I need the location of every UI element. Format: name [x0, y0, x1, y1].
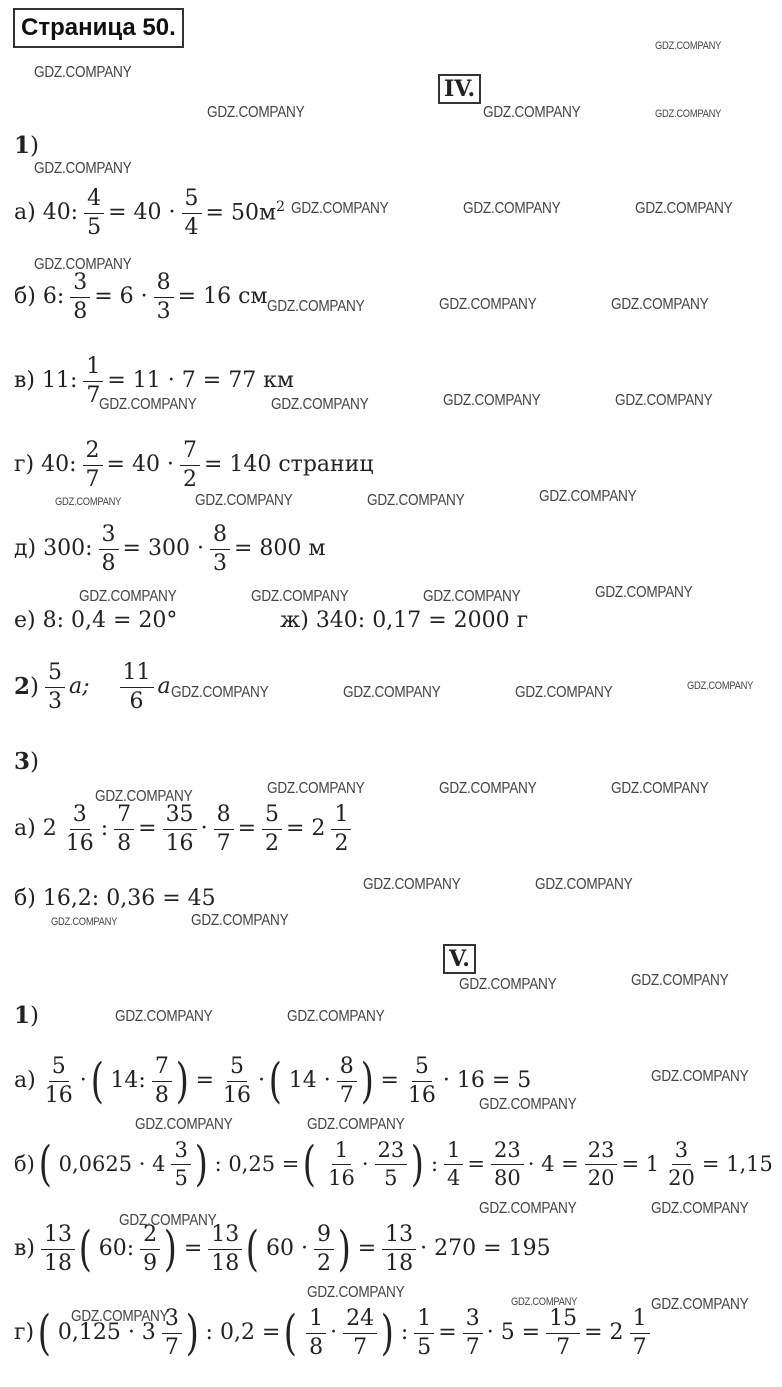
watermark: GDZ.COMPANY: [287, 1008, 385, 1025]
watermark: GDZ.COMPANY: [291, 200, 389, 217]
watermark: GDZ.COMPANY: [251, 588, 349, 605]
watermark: GDZ.COMPANY: [635, 200, 733, 217]
task-v-1-number: 1): [14, 1002, 39, 1029]
task-v-1d: г) ( 0,125 · 3 $\frac{3}{7}$ ) : 0,2 = ( $\frac{1}{8}$ · $\frac{24}{7}$ ) : $\frac{1}{5}$ = $\frac{3}{7}$ · 5 = $\frac{15}{7}$ = 2 $\frac{1}{7}$: [14, 1306, 654, 1359]
watermark: GDZ.COMPANY: [611, 780, 709, 797]
watermark: GDZ.COMPANY: [171, 684, 269, 701]
watermark: GDZ.COMPANY: [439, 296, 537, 313]
watermark: GDZ.COMPANY: [99, 396, 197, 413]
watermark: GDZ.COMPANY: [651, 1068, 749, 1085]
task-v-1c: в) $\frac{13}{18}$ ( 60: $\frac{2}{9}$ ) = $\frac{13}{18}$ ( 60 · $\frac{9}{2}$ ) = $\frac{13}{18}$ · 270 = 195: [14, 1220, 551, 1277]
watermark: GDZ.COMPANY: [511, 1296, 578, 1308]
watermark: GDZ.COMPANY: [119, 1212, 217, 1229]
watermark: GDZ.COMPANY: [343, 684, 441, 701]
task-iv-1a: а) 40: $\frac{4}{5}$ = 40 · $\frac{5}{4}$ = $50м^2$: [14, 186, 285, 240]
watermark: GDZ.COMPANY: [307, 1116, 405, 1133]
task-iv-3-number: 3): [14, 748, 39, 775]
watermark: GDZ.COMPANY: [687, 680, 754, 692]
watermark: GDZ.COMPANY: [443, 392, 541, 409]
watermark: GDZ.COMPANY: [135, 1116, 233, 1133]
task-iv-1c: в) 11: $\frac{1}{7}$ = 11 · 7 = 77 км: [14, 354, 295, 408]
task-iv-1b: б) 6: $\frac{3}{8}$ = 6 · $\frac{8}{3}$ = 16 см: [14, 270, 268, 324]
watermark: GDZ.COMPANY: [207, 104, 305, 121]
task-iv-3b: б) 16,2: 0,36 = 45: [14, 886, 216, 911]
watermark: GDZ.COMPANY: [655, 40, 722, 52]
watermark: GDZ.COMPANY: [539, 488, 637, 505]
watermark: GDZ.COMPANY: [115, 1008, 213, 1025]
watermark: GDZ.COMPANY: [479, 1096, 577, 1113]
watermark: GDZ.COMPANY: [51, 916, 118, 928]
watermark: GDZ.COMPANY: [439, 780, 537, 797]
watermark: GDZ.COMPANY: [71, 1308, 169, 1325]
watermark: GDZ.COMPANY: [483, 104, 581, 121]
watermark: GDZ.COMPANY: [367, 492, 465, 509]
watermark: GDZ.COMPANY: [595, 584, 693, 601]
watermark: GDZ.COMPANY: [55, 496, 122, 508]
fraction: $\frac{4}{5}$: [84, 186, 104, 239]
watermark: GDZ.COMPANY: [515, 684, 613, 701]
task-iv-3a: а) 2 $\frac{3}{16}$ : $\frac{7}{8}$ = $\frac{35}{16}$ · $\frac{8}{7}$ = $\frac{5}{2}$ = 2 $\frac{1}{2}$: [14, 802, 355, 855]
watermark: GDZ.COMPANY: [463, 200, 561, 217]
task-v-1a: а) $\frac{5}{16}$ · ( 14: $\frac{7}{8}$ ) = $\frac{5}{16}$ · ( 14 · $\frac{8}{7}$ ) = $\frac{5}{16}$ · 16 = 5: [14, 1052, 532, 1109]
task-v-1b: б) ( 0,0625 · 4 $\frac{3}{5}$ ) : 0,25 = ( $\frac{1}{16}$ · $\frac{23}{5}$ ) : $\frac{1}{4}$ = $\frac{23}{80}$ · 4 = $\frac{23}{20}$ = 1 $\frac{3}{20}$ = 1,15: [14, 1135, 773, 1192]
watermark: GDZ.COMPANY: [651, 1200, 749, 1217]
fraction: $\frac{5}{4}$: [182, 186, 202, 239]
watermark: GDZ.COMPANY: [423, 588, 521, 605]
watermark: GDZ.COMPANY: [631, 972, 729, 989]
watermark: GDZ.COMPANY: [271, 396, 369, 413]
task-iv-1-number: 1): [14, 132, 39, 159]
watermark: GDZ.COMPANY: [479, 1200, 577, 1217]
watermark: GDZ.COMPANY: [34, 64, 132, 81]
watermark: GDZ.COMPANY: [195, 492, 293, 509]
watermark: GDZ.COMPANY: [307, 1284, 405, 1301]
watermark: GDZ.COMPANY: [459, 976, 557, 993]
watermark: GDZ.COMPANY: [535, 876, 633, 893]
watermark: GDZ.COMPANY: [615, 392, 713, 409]
section-v-label: V.: [443, 944, 476, 974]
task-iv-1f: е) 8: 0,4 = 20°: [14, 608, 178, 633]
watermark: GDZ.COMPANY: [363, 876, 461, 893]
watermark: GDZ.COMPANY: [34, 160, 132, 177]
page-title: Страница 50.: [13, 8, 184, 48]
watermark: GDZ.COMPANY: [95, 788, 193, 805]
watermark: GDZ.COMPANY: [34, 256, 132, 273]
task-iv-1e: д) 300: $\frac{3}{8}$ = 300 · $\frac{8}{3}$ = 800 м: [14, 522, 326, 576]
watermark: GDZ.COMPANY: [79, 588, 177, 605]
watermark: GDZ.COMPANY: [655, 108, 722, 120]
watermark: GDZ.COMPANY: [611, 296, 709, 313]
task-iv-1d: г) 40: $\frac{2}{7}$ = 40 · $\frac{7}{2}$ = 140 страниц: [14, 438, 374, 492]
watermark: GDZ.COMPANY: [267, 780, 365, 797]
task-iv-2: 2) $\frac{5}{3}$ a; $\frac{11}{6}$ a: [14, 660, 171, 714]
watermark: GDZ.COMPANY: [651, 1296, 749, 1313]
watermark: GDZ.COMPANY: [191, 912, 289, 929]
watermark: GDZ.COMPANY: [267, 298, 365, 315]
task-iv-1g: ж) 340: 0,17 = 2000 г: [280, 608, 529, 633]
section-iv-label: IV.: [438, 74, 481, 104]
